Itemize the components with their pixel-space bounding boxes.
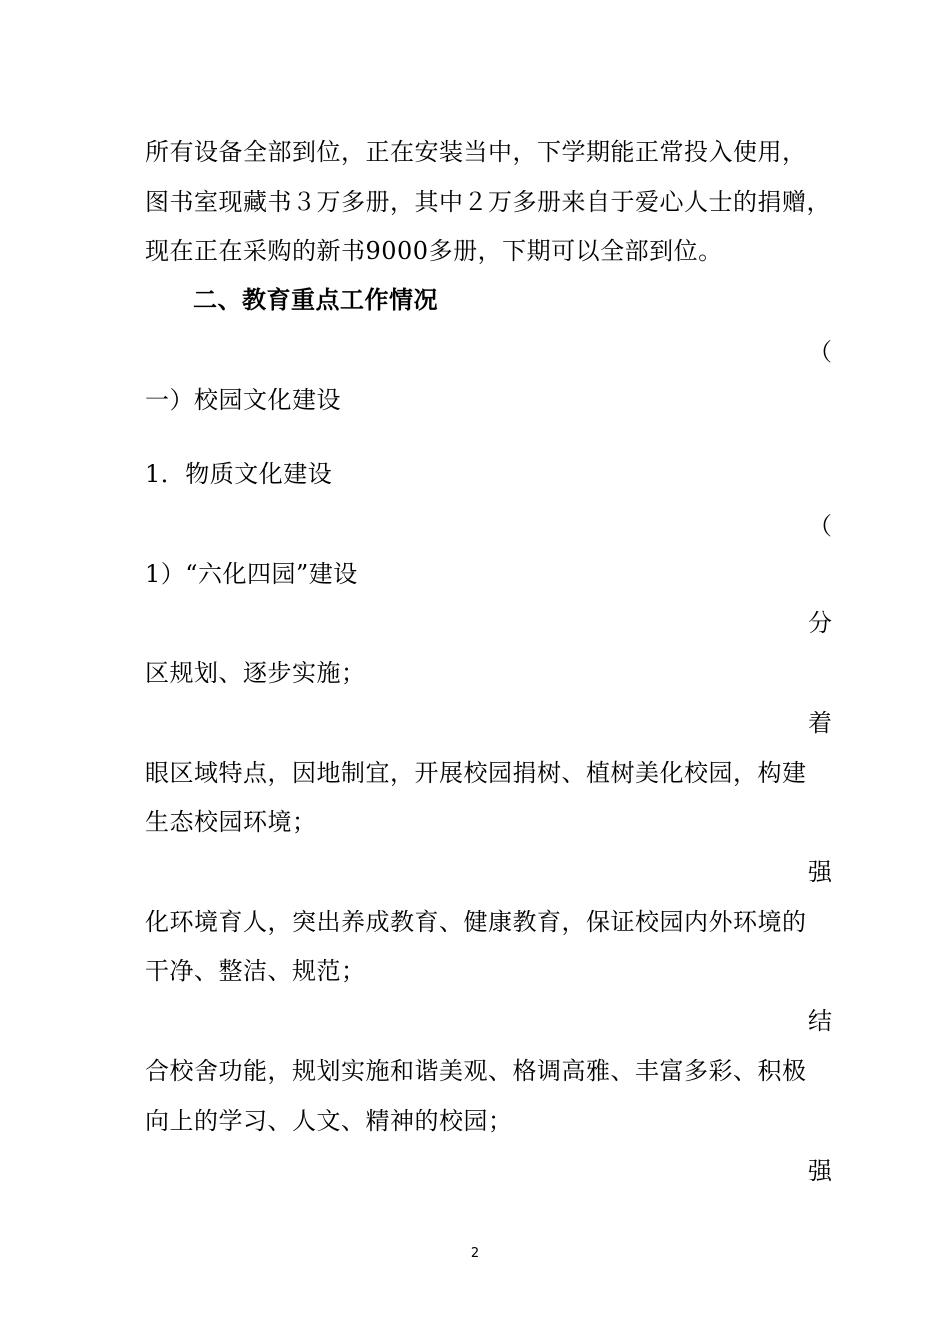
body-text-line: 生态校园环境； xyxy=(145,808,317,836)
body-text-line: 向上的学习、人文、精神的校园； xyxy=(145,1107,513,1135)
body-text-line: 强 xyxy=(808,858,833,886)
body-text-line: 所有设备全部到位，正在安装当中，下学期能正常投入使用， xyxy=(145,138,807,166)
body-text-line: 着 xyxy=(808,709,833,737)
body-text-line: 化环境育人，突出养成教育、健康教育，保证校园内外环境的 xyxy=(145,908,807,936)
body-text-line: （ xyxy=(808,338,833,366)
body-text-line: 眼区域特点，因地制宜，开展校园捐树、植树美化校园，构建 xyxy=(145,759,807,787)
body-text-line: 强 xyxy=(808,1157,833,1185)
body-text-line: 结 xyxy=(808,1007,833,1035)
subsection-heading: 1．物质文化建设 xyxy=(145,460,333,488)
body-text-line: 干净、整洁、规范； xyxy=(145,957,366,985)
subsection-heading: 1）“六化四园”建设 xyxy=(145,560,358,588)
body-text-line: 现在正在采购的新书9000多册，下期可以全部到位。 xyxy=(145,237,723,265)
body-text-line: （ xyxy=(808,512,833,540)
page-number: 2 xyxy=(470,1246,480,1261)
body-text-line: 分 xyxy=(808,609,833,637)
body-text-line: 图书室现藏书３万多册，其中２万多册来自于爱心人士的捐赠， xyxy=(145,188,831,216)
body-text-line: 区规划、逐步实施； xyxy=(145,659,366,687)
section-heading: 二、教育重点工作情况 xyxy=(193,285,438,314)
subsection-heading: 一）校园文化建设 xyxy=(145,386,341,414)
body-text-line: 合校舍功能，规划实施和谐美观、格调高雅、丰富多彩、积极 xyxy=(145,1057,807,1085)
